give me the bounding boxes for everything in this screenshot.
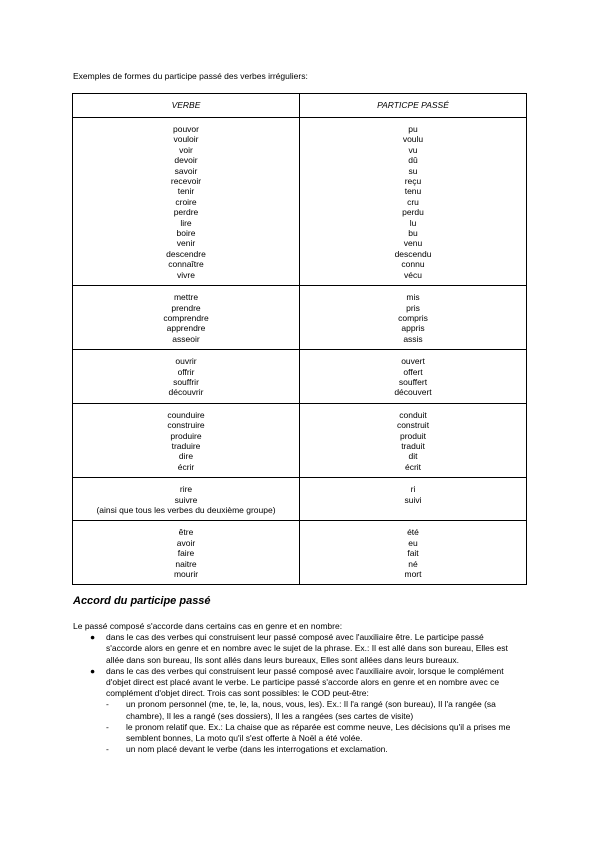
verb: apprendre xyxy=(166,323,206,334)
participle: mis xyxy=(406,292,420,303)
section-title: Accord du participe passé xyxy=(73,595,211,607)
verb: mettre xyxy=(173,292,199,303)
participle: su xyxy=(408,165,418,176)
participle: cru xyxy=(407,196,419,207)
verb-cell xyxy=(73,521,300,585)
participle: pu xyxy=(408,124,418,134)
participle: découvert xyxy=(394,387,432,398)
participle: né xyxy=(408,558,418,569)
verb-cell xyxy=(73,403,300,477)
verb: souffrir xyxy=(173,376,199,387)
table-row xyxy=(73,286,527,350)
participle: dit xyxy=(408,451,418,462)
verb: faire xyxy=(177,548,195,559)
participle: produit xyxy=(400,430,426,441)
verb: recevoir xyxy=(170,176,202,187)
participle: souffert xyxy=(398,376,428,387)
participle-cell xyxy=(300,521,527,585)
verb: devoir xyxy=(174,155,198,166)
sub-list-text: le pronom relatif que. Ex.: La chaise que as réparée est comme neuve, Les décisions qu'il a prises me semblent bonnes, La moto qu'il s'est offerte à Noël a été volée. xyxy=(126,721,511,744)
participle: pris xyxy=(406,302,420,313)
participle: compris xyxy=(398,312,428,323)
verb-cell xyxy=(73,286,300,350)
participle: assis xyxy=(403,333,423,344)
participle: ouvert xyxy=(401,356,425,367)
verb: découvrir xyxy=(168,387,204,398)
table-body xyxy=(73,118,527,585)
sub-list-item xyxy=(106,722,513,744)
participle: tenu xyxy=(404,186,422,197)
verb: prendre xyxy=(171,302,201,313)
participle-cell xyxy=(300,403,527,477)
dash-icon: - xyxy=(106,744,109,755)
verb: venir xyxy=(176,238,196,249)
participle: bu xyxy=(408,228,418,239)
participle: voulu xyxy=(402,134,424,145)
participle: suivi xyxy=(404,494,422,505)
participle: perdu xyxy=(402,207,424,218)
participle: fait xyxy=(407,548,419,559)
participle: vécu xyxy=(404,269,422,280)
participle: connu xyxy=(401,259,425,270)
bullet-item xyxy=(73,666,513,756)
verb: dire xyxy=(178,451,194,462)
participle-cell xyxy=(300,118,527,286)
participle: ri xyxy=(410,484,416,495)
verb: offrir xyxy=(177,366,195,377)
table-row xyxy=(73,118,527,286)
verb: écrir xyxy=(177,461,195,472)
sub-list-item xyxy=(106,744,513,755)
verb: suivre xyxy=(174,494,198,505)
sub-list-text: un nom placé devant le verbe (dans les interrogations et exclamation. xyxy=(126,744,388,755)
verb: produire xyxy=(170,430,202,441)
verb: construire xyxy=(167,420,205,431)
table-row xyxy=(73,403,527,477)
verb: rire xyxy=(179,484,193,495)
dash-icon: - xyxy=(106,721,109,732)
participle: construit xyxy=(396,420,430,431)
verb-cell xyxy=(73,350,300,404)
participle: venu xyxy=(403,238,423,249)
verb: perdre xyxy=(173,207,199,218)
participle: lu xyxy=(409,217,417,228)
sub-list xyxy=(106,699,513,755)
table-header-row xyxy=(73,94,527,118)
verb: naitre xyxy=(175,558,197,569)
verb: counduire xyxy=(167,409,205,420)
participle: vu xyxy=(408,144,418,155)
verb: avoir xyxy=(176,537,196,548)
header-verb: VERBE xyxy=(73,94,300,118)
participle: écrit xyxy=(404,461,422,472)
verb: ouvrir xyxy=(175,356,197,367)
verb: descendre xyxy=(166,248,206,259)
verb: pouvor xyxy=(173,124,199,134)
participle: conduit xyxy=(399,409,427,420)
participle: descendu xyxy=(394,248,432,259)
bullet-text: dans le cas des verbes qui construisent leur passé composé avec l'auxiliaire être. Le participe passé s'accorde alors en genre et en nombre avec le sujet de la phrase. Ex.: Il est allé dans son bureau, Elles est allée dans son bureau, Ils sont allés dans leurs bureaux, Elles sont allées dans leurs bureaux. xyxy=(106,632,508,665)
bullet-icon: ● xyxy=(90,665,96,676)
participle: eu xyxy=(408,537,418,548)
verb: croire xyxy=(175,196,197,207)
bullet-item xyxy=(73,632,513,666)
verb-cell xyxy=(73,478,300,521)
verb: mourir xyxy=(173,569,199,580)
participle-cell xyxy=(300,478,527,521)
participle: mort xyxy=(404,569,422,580)
participle: été xyxy=(407,527,419,538)
participle: traduit xyxy=(401,440,425,451)
verb: vouloir xyxy=(173,134,199,145)
bullet-list xyxy=(73,632,513,755)
table-row xyxy=(73,350,527,404)
section-intro: Le passé composé s'accorde dans certains cas en genre et en nombre: xyxy=(73,621,343,631)
verb: vivre xyxy=(177,269,195,280)
verb: lire xyxy=(180,217,192,228)
participle: offert xyxy=(403,366,423,377)
verb: boire xyxy=(176,228,196,239)
table-row xyxy=(73,478,527,521)
header-participle: PARTICPE PASSÉ xyxy=(300,94,527,118)
participle-table xyxy=(72,93,527,585)
dash-icon: - xyxy=(106,699,109,710)
participle-cell xyxy=(300,286,527,350)
section-body xyxy=(73,621,513,755)
verb-cell xyxy=(73,118,300,286)
bullet-text: dans le cas des verbes qui construisent leur passé composé avec l'auxiliaire avoir, lorsque le complément d'objet direct est placé avant le verbe. Le participe passé s'accorde alors en genre et en nombre avec ce complément d'objet direct. Trois cas sont possibles: le COD peut-être: xyxy=(106,665,504,699)
bullet-icon: ● xyxy=(90,632,96,643)
verb: asseoir xyxy=(172,333,200,344)
intro-text: Exemples de formes du participe passé des verbes irréguliers: xyxy=(73,71,308,81)
verb: savoir xyxy=(174,165,198,176)
verb: connaître xyxy=(168,259,204,270)
sub-list-text: un pronom personnel (me, te, le, la, nous, vous, les). Ex.: Il l'a rangé (son bureau), Il l'a rangée (sa chambre), Il les a rangé (ses dossiers), Il les a rangées (ses cartes de visite) xyxy=(126,699,496,721)
verb: tenir xyxy=(177,186,195,197)
participle-cell xyxy=(300,350,527,404)
verb: voir xyxy=(179,144,193,155)
participle: dû xyxy=(408,155,418,166)
sub-list-item xyxy=(106,699,513,721)
participle: reçu xyxy=(404,176,422,187)
verb: être xyxy=(178,527,194,538)
verb: traduire xyxy=(171,440,201,451)
verb: comprendre xyxy=(163,312,209,323)
verb: (ainsi que tous les verbes du deuxième groupe) xyxy=(96,505,276,515)
participle: appris xyxy=(401,323,425,334)
table-row xyxy=(73,521,527,585)
